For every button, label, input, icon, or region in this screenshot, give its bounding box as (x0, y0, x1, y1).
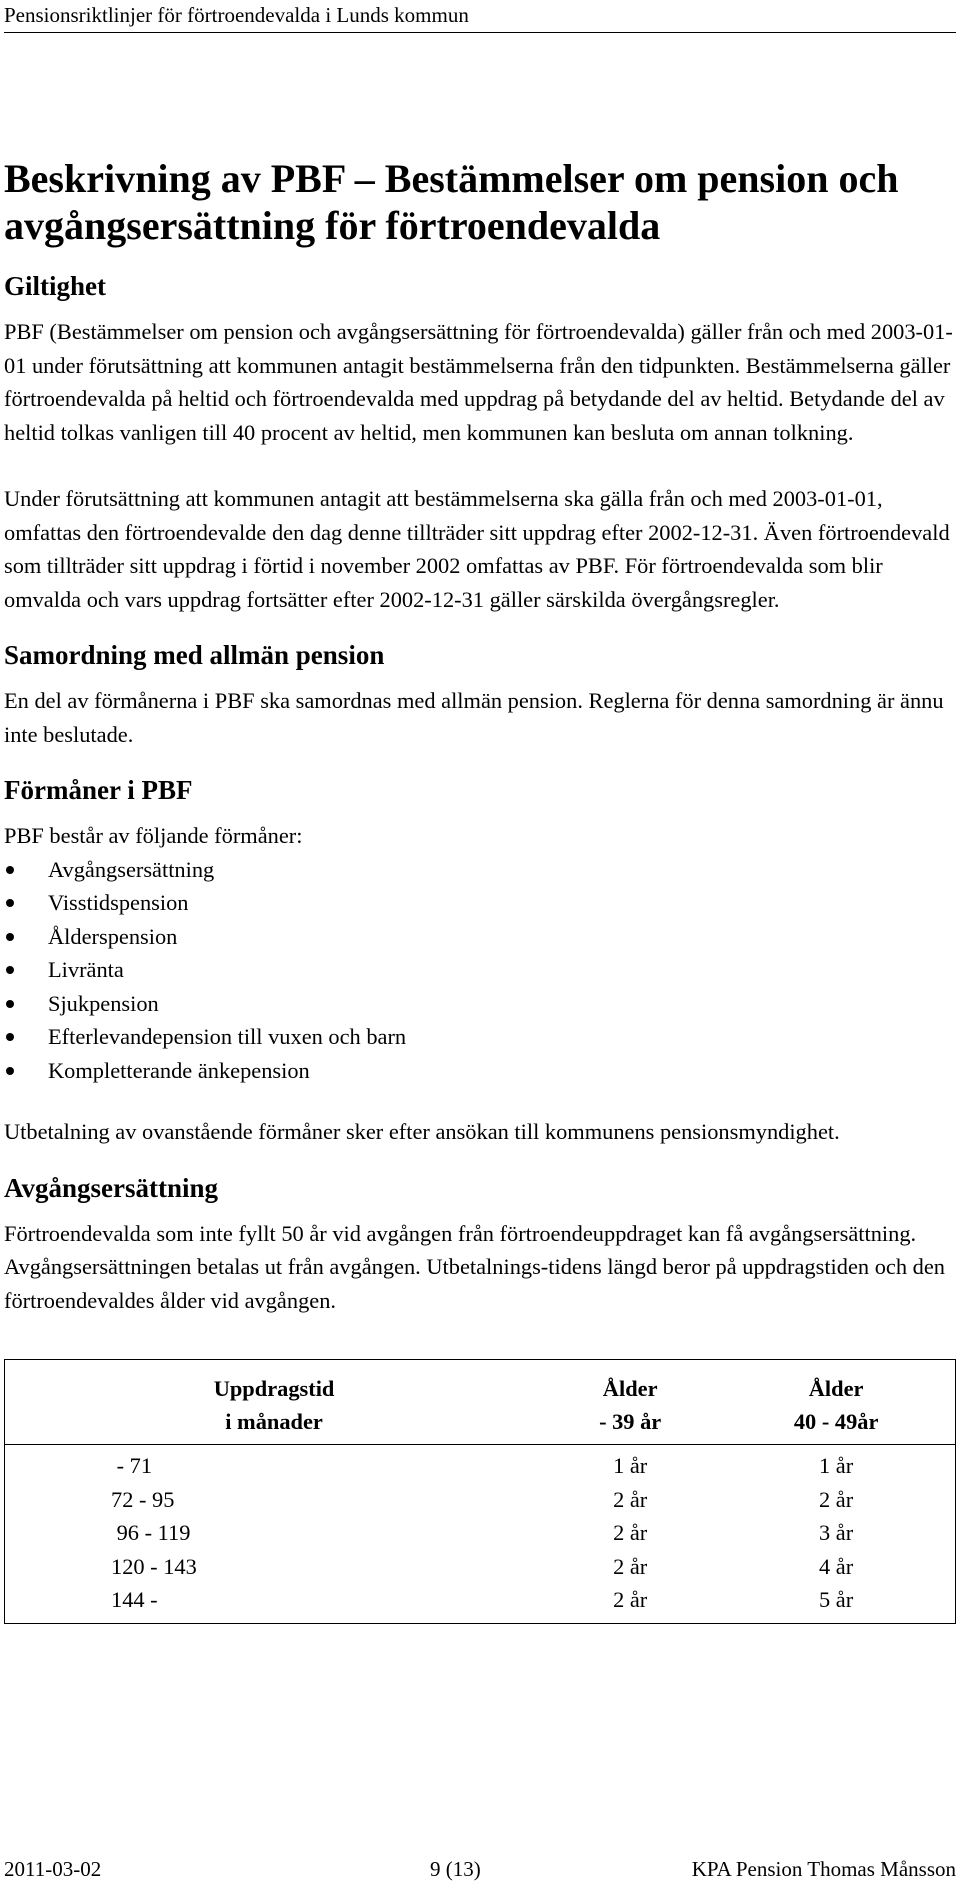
list-item: Kompletterande änkepension (4, 1054, 956, 1088)
bullet-icon (6, 1033, 14, 1041)
table-cell: 3 år (819, 1520, 854, 1545)
section-formaner (4, 773, 956, 1149)
section-heading: Giltighet (4, 271, 106, 301)
table-cell: 1 år (613, 1453, 648, 1478)
header-title: Pensionsriktlinjer för förtroendevalda i Lunds kommun (4, 3, 469, 27)
list-item: Efterlevandepension till vuxen och barn (4, 1020, 956, 1054)
bullet-icon (6, 933, 14, 941)
footer-date: 2011-03-02 (4, 1857, 102, 1881)
page-header (4, 0, 956, 33)
bullet-icon (6, 899, 14, 907)
table-cell: 2 år (613, 1553, 648, 1579)
column-header-alder-40-49: Ålder 40 - 49år (717, 1360, 955, 1445)
column-header-alder-39: Ålder - 39 år (543, 1360, 717, 1445)
list-item: Sjukpension (4, 987, 956, 1021)
bullet-icon (6, 966, 14, 974)
table-cell: 2 år (819, 1486, 854, 1512)
list-item: Avgångsersättning (4, 853, 956, 887)
document-title: Beskrivning av PBF – Bestämmelser om pension och avgångsersättning för förtroendevalda (4, 156, 899, 248)
list-outro: Utbetalning av ovanstående förmåner sker efter ansökan till kommunens pensionsmyndighet. (4, 1119, 840, 1144)
bullet-icon (6, 1000, 14, 1008)
table-header-row (5, 1360, 956, 1445)
document-body (4, 155, 956, 1624)
column-header-uppdragstid: Uppdragstid i månader (5, 1360, 544, 1445)
table-row (5, 1583, 956, 1623)
benefit-duration-table (4, 1359, 956, 1624)
table-cell: 2 år (613, 1520, 648, 1545)
benefits-list (4, 853, 956, 1088)
table-row (5, 1550, 956, 1584)
table-row (5, 1483, 956, 1517)
table-cell: 72 - 95 (111, 1486, 175, 1512)
footer-author: KPA Pension Thomas Månsson (691, 1857, 956, 1881)
section-heading: Avgångsersättning (4, 1172, 219, 1203)
list-item: Livränta (4, 953, 956, 987)
table-cell: 96 - 119 (111, 1520, 191, 1545)
list-item: Ålderspension (4, 920, 956, 954)
paragraph: Under förutsättning att kommunen antagit att bestämmelserna ska gälla från och med 2003-01-01, omfattas den förtroendevalde den dag denne tillträder sitt uppdrag efter 2002-12-31. Även förtroendevald som tillträder sitt uppdrag i förtid i november 2002 omfattas av PBF. För förtroendevalda som blir omvalda och vars uppdrag fortsätter efter 2002-12-31 gäller särskilda övergångsregler. (4, 486, 950, 612)
bullet-icon (6, 866, 14, 874)
list-item: Visstidspension (4, 886, 956, 920)
table-cell: 2 år (613, 1587, 648, 1612)
table-cell: - 71 (111, 1453, 153, 1478)
section-heading: Samordning med allmän pension (4, 640, 385, 670)
table-cell: 1 år (819, 1453, 854, 1478)
section-heading: Förmåner i PBF (4, 775, 193, 805)
paragraph: PBF (Bestämmelser om pension och avgångsersättning för förtroendevalda) gäller från och med 2003-01-01 under förutsättning att kommunen antagit bestämmelserna från den tidpunkten. Bestämmelserna gäller förtroendevalda på heltid och förtroendevalda med uppdrag på betydande del av heltid. Betydande del av heltid tolkas vanligen till 40 procent av heltid, men kommunen kan besluta om annan tolkning. (4, 319, 953, 445)
section-giltighet (4, 269, 956, 616)
section-avgangsersattning (4, 1171, 956, 1624)
list-intro: PBF består av följande förmåner: (4, 823, 303, 848)
table-cell: 4 år (819, 1553, 854, 1579)
table-cell: 120 - 143 (111, 1553, 197, 1579)
table-row (5, 1516, 956, 1550)
paragraph: En del av förmånerna i PBF ska samordnas med allmän pension. Reglerna för denna samordning är ännu inte beslutade. (4, 688, 944, 747)
table-row (5, 1445, 956, 1483)
section-samordning (4, 638, 956, 751)
bullet-icon (6, 1067, 14, 1075)
table-cell: 2 år (613, 1486, 648, 1512)
footer-page-number: 9 (13) (430, 1857, 481, 1881)
paragraph: Förtroendevalda som inte fyllt 50 år vid avgången från förtroendeuppdraget kan få avgångsersättning. Avgångsersättningen betalas ut från avgången. Utbetalnings-tidens längd beror på uppdragstiden och den förtroendevaldes ålder vid avgången. (4, 1220, 945, 1313)
table-cell: 144 - (111, 1587, 158, 1612)
table-cell: 5 år (819, 1587, 854, 1612)
